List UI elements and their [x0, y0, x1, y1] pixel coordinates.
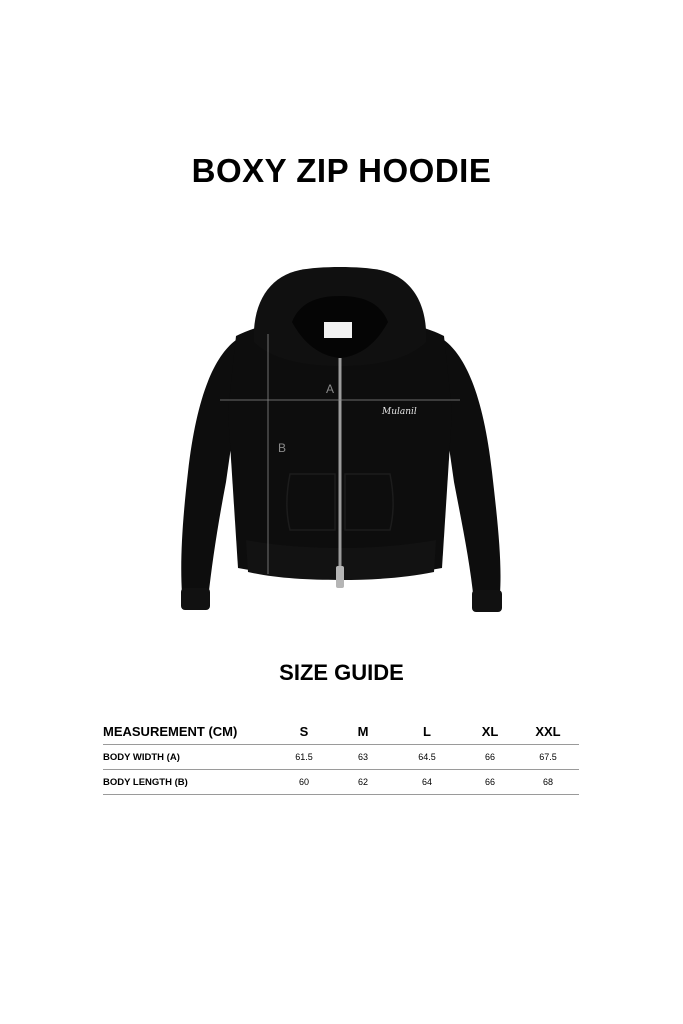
cell-body-width-xxl: 67.5 [517, 745, 579, 770]
cell-body-length-l: 64 [391, 770, 463, 795]
right-cuff [472, 590, 502, 612]
measure-label-b: B [278, 441, 287, 455]
header-size-xxl: XXL [517, 718, 579, 745]
header-measurement: MEASUREMENT (CM) [103, 718, 273, 745]
product-title: BOXY ZIP HOODIE [191, 152, 492, 189]
header-size-m: M [335, 718, 391, 745]
cell-body-width-l: 64.5 [391, 745, 463, 770]
right-sleeve [444, 340, 501, 602]
hoodie-image [170, 262, 510, 632]
size-guide-heading: SIZE GUIDE [279, 660, 404, 685]
cell-body-length-xxl: 68 [517, 770, 579, 795]
cell-body-length-xl: 66 [463, 770, 517, 795]
size-guide-table [103, 718, 579, 795]
header-size-xl: XL [463, 718, 517, 745]
header-size-l: L [391, 718, 463, 745]
cell-body-width-xl: 66 [463, 745, 517, 770]
cell-body-length-m: 62 [335, 770, 391, 795]
table-row [103, 770, 579, 795]
cell-body-width-m: 63 [335, 745, 391, 770]
zipper-pull [336, 566, 344, 588]
neck-label [324, 322, 352, 338]
cell-body-length-s: 60 [273, 770, 335, 795]
cell-body-width-s: 61.5 [273, 745, 335, 770]
table-row [103, 745, 579, 770]
hoodie-illustration [170, 262, 510, 632]
measure-label-a: A [326, 382, 335, 396]
chest-logo: Mulanil [382, 407, 417, 417]
left-cuff [181, 588, 210, 610]
table-header-row [103, 718, 579, 745]
row-label-body-length: BODY LENGTH (B) [103, 770, 273, 795]
row-label-body-width: BODY WIDTH (A) [103, 745, 273, 770]
left-sleeve [181, 340, 236, 600]
header-size-s: S [273, 718, 335, 745]
